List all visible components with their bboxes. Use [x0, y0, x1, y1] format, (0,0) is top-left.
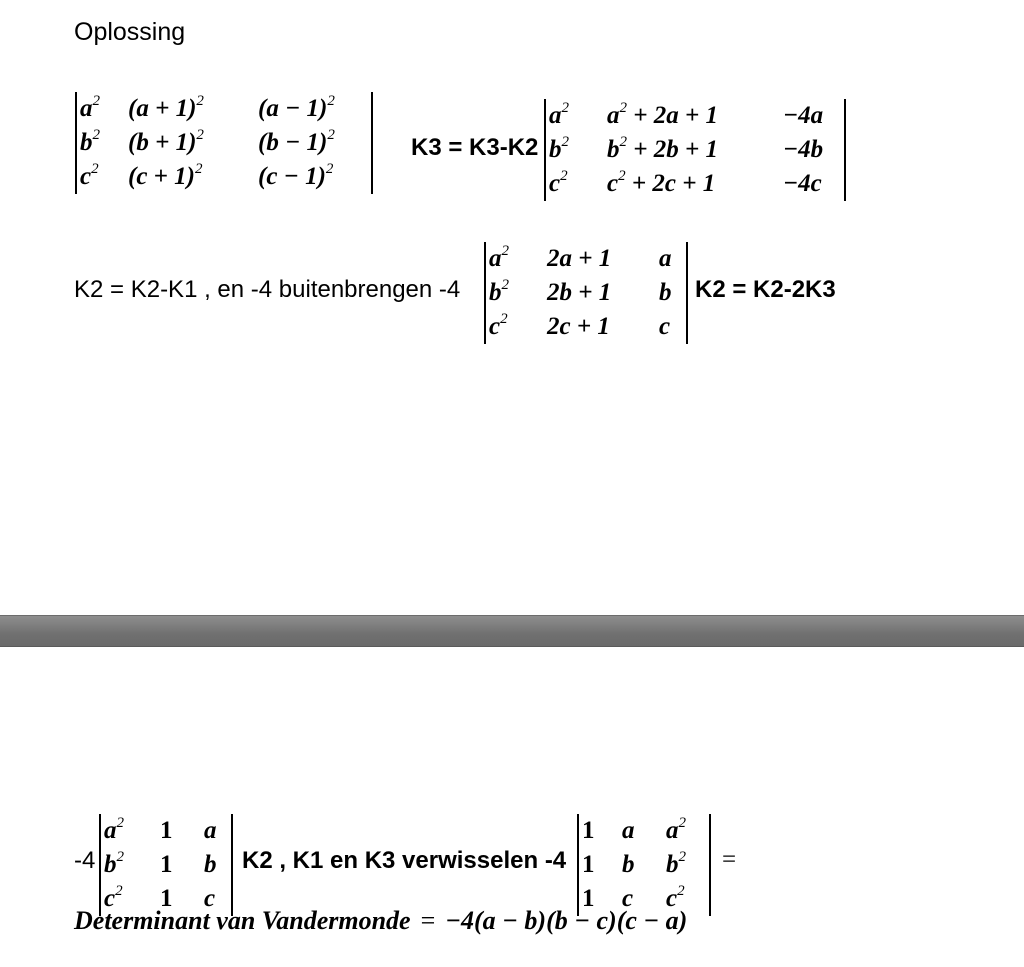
- cell-r3c2: c: [622, 885, 634, 912]
- det-left-bar: [577, 814, 579, 916]
- cell-r1c1: 1: [582, 817, 595, 844]
- determinant-k3-step: [541, 99, 849, 201]
- cell-r3c1: $c^2$: [80, 161, 99, 190]
- formula-equals: =: [420, 906, 436, 935]
- cell-r2c1: $b^2$: [104, 849, 124, 878]
- det-left-bar: [75, 92, 77, 194]
- det-right-bar: [709, 814, 711, 916]
- cell-r3c3: −4c: [783, 170, 822, 197]
- cell-r1c2: $(a + 1)^2$: [128, 93, 204, 122]
- cell-r3c3: c: [204, 885, 216, 912]
- det-right-bar: [844, 99, 846, 201]
- formula-label: Determinant van Vandermonde: [74, 906, 411, 935]
- cell-r1c1: $a^2$: [104, 815, 124, 844]
- step3-prefix: -4: [74, 847, 96, 874]
- operation-k3: K3 = K3-K2: [411, 134, 539, 161]
- det-left-bar: [99, 814, 101, 916]
- cell-r3c2: 1: [160, 885, 173, 912]
- cell-r3c1: 1: [582, 885, 595, 912]
- cell-r2c2: 1: [160, 851, 173, 878]
- cell-r3c3: $(c - 1)^2$: [258, 161, 334, 190]
- det-left-bar: [484, 242, 486, 344]
- cell-r1c2: 1: [160, 817, 173, 844]
- cell-r3c1: $c^2$: [549, 168, 568, 197]
- cell-r3c1: $c^2$: [489, 311, 508, 340]
- step2-text: K2 = K2-K1 , en -4 buitenbrengen -4: [74, 276, 461, 303]
- cell-r2c2: b: [622, 851, 635, 878]
- cell-r1c2: a: [622, 817, 635, 844]
- cell-r3c3: c: [659, 313, 671, 340]
- cell-r3c1: $c^2$: [104, 883, 123, 912]
- determinant-k2-step: [481, 242, 691, 344]
- det-left-bar: [544, 99, 546, 201]
- cell-r3c2: $(c + 1)^2$: [128, 161, 203, 190]
- cell-r2c3: b: [659, 279, 672, 306]
- cell-r1c3: $a^2$: [666, 815, 686, 844]
- determinant-vandermonde: [574, 814, 714, 916]
- cell-r1c1: $a^2$: [549, 100, 569, 129]
- cell-r2c2: 2b + 1: [547, 279, 612, 306]
- cell-r3c2: 2c + 1: [547, 313, 610, 340]
- cell-r2c1: $b^2$: [549, 134, 569, 163]
- page-divider: [0, 615, 1024, 647]
- cell-r1c1: $a^2$: [80, 93, 100, 122]
- cell-r2c2: $b^2 + 2b + 1$: [607, 134, 718, 163]
- cell-r1c1: $a^2$: [489, 243, 509, 272]
- cell-r2c3: b: [204, 851, 217, 878]
- det-right-bar: [231, 814, 233, 916]
- cell-r1c3: $(a - 1)^2$: [258, 93, 335, 122]
- operation-k2: K2 = K2-2K3: [695, 276, 836, 303]
- equals-sign: =: [722, 846, 737, 873]
- cell-r1c3: a: [659, 245, 672, 272]
- cell-r1c3: a: [204, 817, 217, 844]
- det-right-bar: [371, 92, 373, 194]
- cell-r2c2: $(b + 1)^2$: [128, 127, 204, 156]
- cell-r2c3: $(b - 1)^2$: [258, 127, 335, 156]
- cell-r3c3: $c^2$: [666, 883, 685, 912]
- heading: Oplossing: [74, 18, 186, 46]
- cell-r1c2: 2a + 1: [547, 245, 612, 272]
- det-right-bar: [686, 242, 688, 344]
- vandermonde-formula: [74, 906, 687, 936]
- formula-result: −4(a − b)(b − c)(c − a): [445, 906, 688, 935]
- cell-r2c3: $b^2$: [666, 849, 686, 878]
- cell-r2c3: −4b: [783, 136, 824, 163]
- cell-r1c3: −4a: [783, 102, 824, 129]
- determinant-original: [72, 92, 376, 194]
- determinant-ones-column: [96, 814, 236, 916]
- cell-r2c1: $b^2$: [80, 127, 100, 156]
- cell-r3c2: $c^2 + 2c + 1$: [607, 168, 716, 197]
- cell-r1c2: $a^2 + 2a + 1$: [607, 100, 718, 129]
- operation-swap: K2 , K1 en K3 verwisselen -4: [242, 847, 567, 874]
- cell-r2c1: $b^2$: [489, 277, 509, 306]
- cell-r2c1: 1: [582, 851, 595, 878]
